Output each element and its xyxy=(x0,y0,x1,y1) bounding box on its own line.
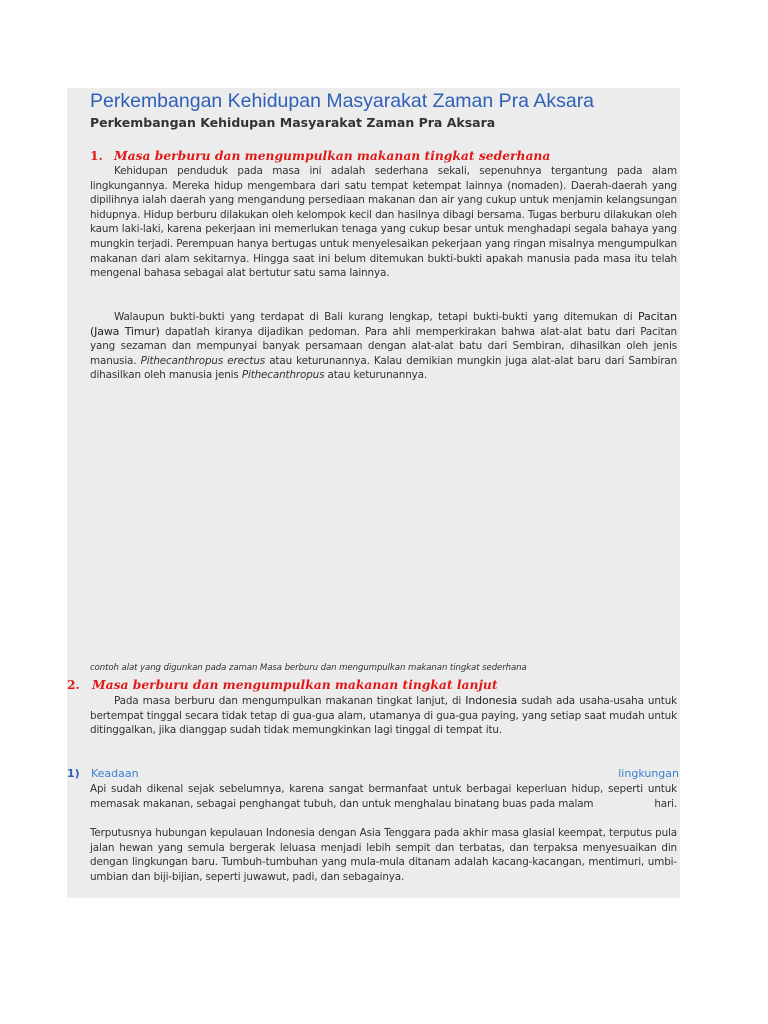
section2-paragraph-1 xyxy=(90,694,677,738)
section1-heading xyxy=(90,148,550,163)
section1-paragraph-1: Kehidupan penduduk pada masa ini adalah sederhana sekali, sepenuhnya tergantung pada alam lingkungannya. Mereka hidup mengembara dari satu tempat ketempat lainnya (nomaden). Daerah-daerah yang dipilihnya ialah daerah yang mengandung persediaan makanan dan air yang cukup untuk menjamin kelangsungan hidupnya. Hidup berburu dilakukan oleh kelompok kecil dan hasilnya dibagi bersama. Tugas berburu dilakukan oleh kaum laki-laki, karena pekerjaan ini memerlukan tenaga yang cukup besar untuk menghadapi segala bahaya yang mungkin terjadi. Perempuan hanya bertugas untuk menyelesaikan pekerjaan yang ringan misalnya mengumpulkan makanan dari alam sekitarnya. Hingga saat ini belum ditemukan bukti-bukti apakah manusia pada masa itu telah mengenal bahasa sebagai alat bertutur satu sama lainnya. xyxy=(90,165,677,280)
subsection1-paragraph-1 xyxy=(90,782,677,811)
species-name: Pithecanthropus xyxy=(241,369,325,382)
para-text-end: hari. xyxy=(654,797,677,810)
page-title: Perkembangan Kehidupan Masyarakat Zaman Pra Aksara xyxy=(90,90,595,112)
section2-heading xyxy=(67,677,498,692)
para-text: Walaupun bukti-bukti yang terdapat di Bali kurang lengkap, tetapi bukti-bukti yang ditemukan di xyxy=(114,311,639,323)
page-subtitle: Perkembangan Kehidupan Masyarakat Zaman Pra Aksara xyxy=(90,115,496,130)
species-name: Pithecanthropus erectus xyxy=(140,354,266,367)
subsection1-paragraph-2: Terputusnya hubungan kepulauan Indonesia dengan Asia Tenggara pada akhir masa glasial keempat, terputus pula jalan hewan yang semula bergerak leluasa menjadi lebih sempit dan terbatas, dan terpaksa menyesuaikan din dengan lingkungan baru. Tumbuh-tumbuhan yang mula-mula ditanam adalah kacang-kacangan, mentimuri, umbi-umbian dan biji-bijian, seperti juwawut, padi, dan sebagainya. xyxy=(90,827,677,883)
para-text: Api sudah dikenal sejak sebelumnya, karena sangat bermanfaat untuk berbagai keperluan hidup, seperti untuk memasak makanan, sebagai penghangat tubuh, dan untuk menghalau binatang buas pada malam xyxy=(90,783,677,810)
subsection1-label-left: Keadaan xyxy=(91,767,139,780)
para-text: atau keturunannya. Kalau demikian mungkin juga alat-alat baru dari Sambiran dihasilkan oleh manusia jenis xyxy=(90,354,678,382)
place-name: Pacitan (Jawa Timur) xyxy=(90,310,677,338)
section2-heading-text: Masa berburu dan mengumpulkan makanan tingkat lanjut xyxy=(92,677,498,692)
para-text: Pada masa berburu dan mengumpulkan makanan tingkat lanjut, di xyxy=(114,695,466,707)
section1-paragraph-2 xyxy=(90,310,677,383)
place-name: Indonesia xyxy=(465,694,518,707)
section1-number: 1. xyxy=(90,148,103,163)
image-caption: contoh alat yang digunkan pada zaman Masa berburu dan mengumpulkan makanan tingkat sederhana xyxy=(90,663,527,673)
para-text: atau keturunannya. xyxy=(324,369,428,382)
para-text: sudah ada usaha-usaha untuk bertempat tinggal secara tidak tetap di gua-gua alam, utamanya di gua-gua paying, yang setiap saat mudah untuk ditinggalkan, jika dianggap sudah tidak memungkinkan lagi tinggal di tempat itu. xyxy=(90,695,678,737)
subsection1-label-right: lingkungan xyxy=(618,767,679,780)
subsection1-number: 1) xyxy=(67,767,80,780)
section2-number: 2. xyxy=(67,677,80,692)
section1-heading-text: Masa berburu dan mengumpulkan makanan tingkat sederhana xyxy=(114,148,551,163)
para-text: dapatlah kiranya dijadikan pedoman. Para ahli memperkirakan bahwa alat-alat batu dari Pacitan yang sezaman dan mempunyai banyak persamaan dengan alat-alat batu dari Sembiran, dihasilkan oleh jenis manusia. xyxy=(90,325,677,367)
